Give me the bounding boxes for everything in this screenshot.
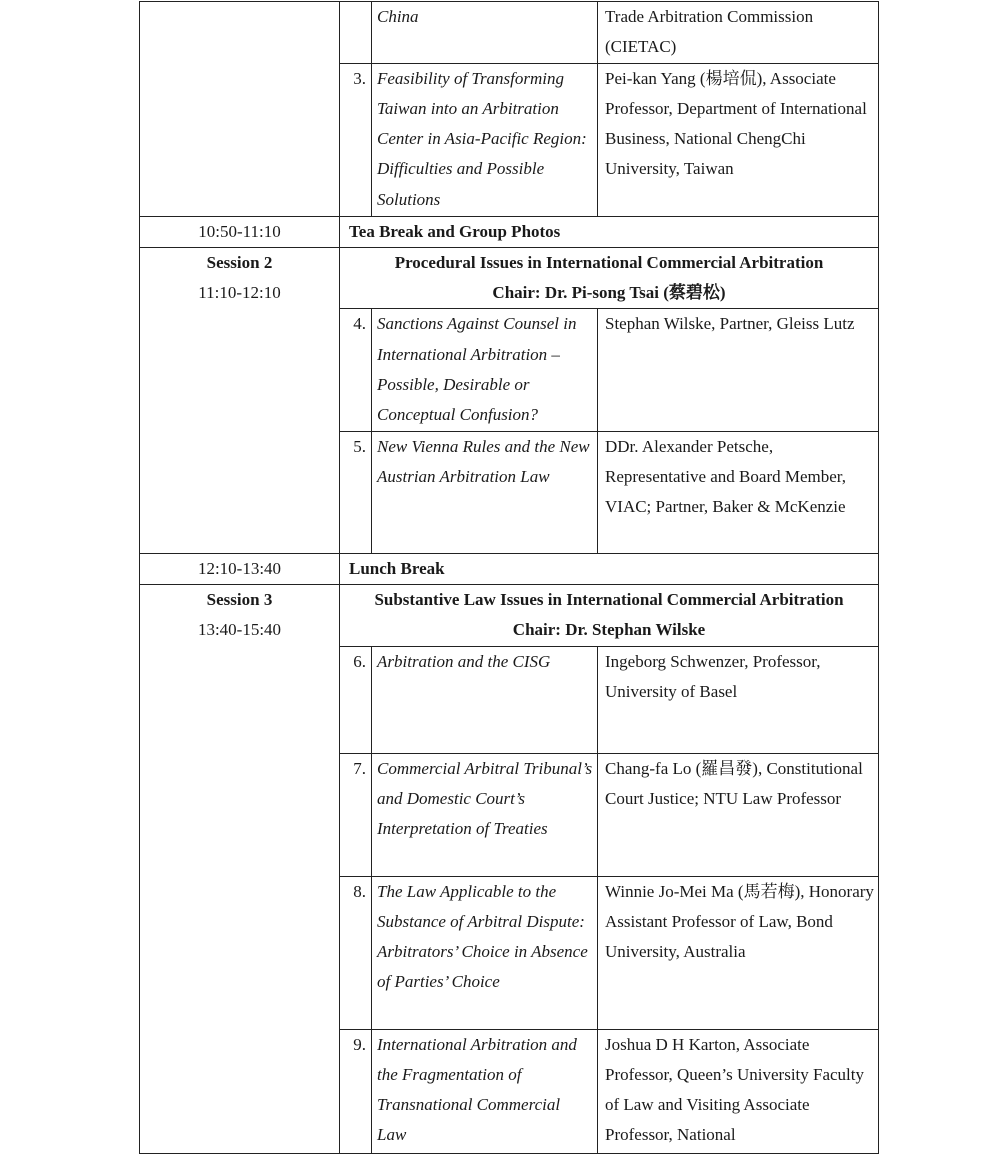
break-time: 12:10-13:40 <box>140 553 340 584</box>
talk-title: Sanctions Against Counsel in International Arbitration – Possible, Desirable or Conceptual Confusion? <box>372 309 598 431</box>
talk-number: 9. <box>340 1029 372 1153</box>
break-time: 10:50-11:10 <box>140 216 340 247</box>
talk-title: International Arbitration and the Fragmentation of Transnational Commercial Law <box>372 1029 598 1153</box>
session-info <box>140 247 340 553</box>
talk-number: 3. <box>340 63 372 216</box>
session-chair: Chair: Dr. Pi-song Tsai (蔡碧松) <box>492 283 726 303</box>
talk-number: 4. <box>340 309 372 431</box>
talk-title: Feasibility of Transforming Taiwan into an Arbitration Center in Asia-Pacific Region: Difficulties and Possible Solutions <box>372 63 598 216</box>
session-name: Session 2 <box>206 252 273 272</box>
table-row <box>140 247 879 309</box>
talk-title: Commercial Arbitral Tribunal’s and Domestic Court’s Interpretation of Treaties <box>372 753 598 876</box>
talk-speaker: Trade Arbitration Commission (CIETAC) <box>598 2 879 64</box>
session-chair: Chair: Dr. Stephan Wilske <box>512 620 706 640</box>
talk-speaker: Pei-kan Yang (楊培侃), Associate Professor, Department of International Business, National ChengChi University, Taiwan <box>598 63 879 216</box>
table-row <box>140 584 879 646</box>
table-row <box>140 553 879 584</box>
talk-title: Arbitration and the CISG <box>372 646 598 753</box>
session-name: Session 3 <box>206 589 273 609</box>
talk-title: The Law Applicable to the Substance of Arbitral Dispute: Arbitrators’ Choice in Absence of Parties’ Choice <box>372 876 598 1029</box>
talk-number-empty <box>340 2 372 64</box>
program-schedule-table <box>139 1 879 1154</box>
session-time: 11:10-12:10 <box>198 283 281 303</box>
session-info <box>140 584 340 1153</box>
talk-number: 5. <box>340 431 372 553</box>
table-row <box>140 216 879 247</box>
session-topic: Substantive Law Issues in International Commercial Arbitration <box>374 589 844 609</box>
talk-number: 7. <box>340 753 372 876</box>
session-heading <box>340 247 879 309</box>
session-topic: Procedural Issues in International Commercial Arbitration <box>394 252 824 272</box>
talk-speaker: Ingeborg Schwenzer, Professor, University of Basel <box>598 646 879 753</box>
time-cell-empty <box>140 2 340 217</box>
talk-speaker: Joshua D H Karton, Associate Professor, Queen’s University Faculty of Law and Visiting Associate Professor, National <box>598 1029 879 1153</box>
table-row <box>140 2 879 64</box>
talk-title: China <box>372 2 598 64</box>
talk-speaker: Stephan Wilske, Partner, Gleiss Lutz <box>598 309 879 431</box>
talk-speaker: DDr. Alexander Petsche, Representative and Board Member, VIAC; Partner, Baker & McKenzie <box>598 431 879 553</box>
talk-number: 8. <box>340 876 372 1029</box>
talk-speaker: Winnie Jo-Mei Ma (馬若梅), Honorary Assistant Professor of Law, Bond University, Australia <box>598 876 879 1029</box>
break-label: Tea Break and Group Photos <box>340 216 879 247</box>
talk-number: 6. <box>340 646 372 753</box>
session-heading <box>340 584 879 646</box>
break-label: Lunch Break <box>340 553 879 584</box>
talk-speaker: Chang-fa Lo (羅昌發), Constitutional Court Justice; NTU Law Professor <box>598 753 879 876</box>
session-time: 13:40-15:40 <box>197 620 282 640</box>
talk-title: New Vienna Rules and the New Austrian Arbitration Law <box>372 431 598 553</box>
